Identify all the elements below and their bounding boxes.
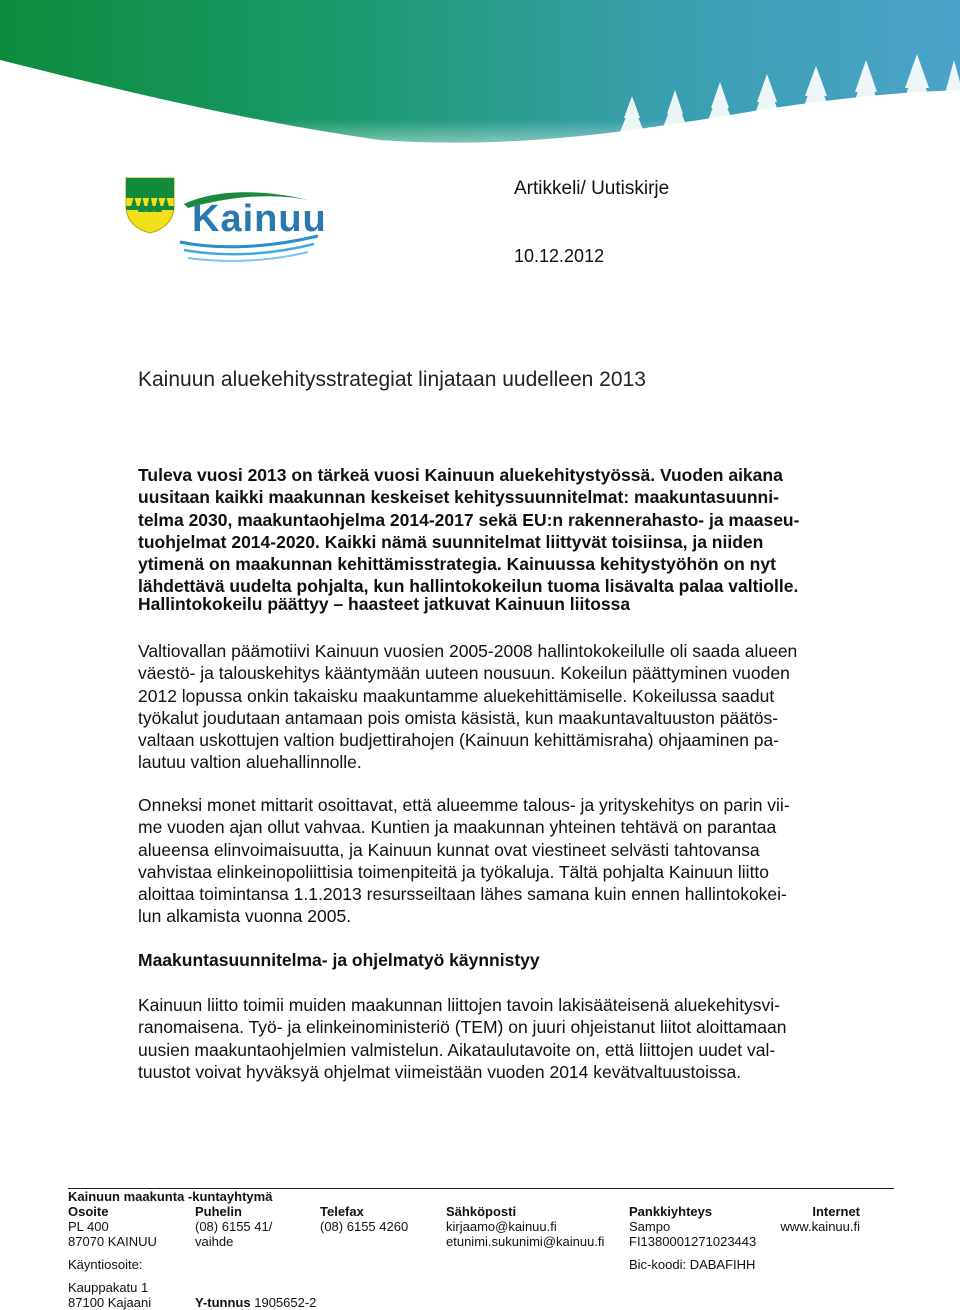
- body-line: työkalut joudutaan antamaan pois omista käsistä, kun maakuntavaltuuston päätös-: [138, 707, 779, 728]
- footer-bank: [629, 1204, 756, 1272]
- footer-address-heading: Osoite: [68, 1204, 109, 1219]
- article-title: Kainuun aluekehitysstrategiat linjataan uudelleen 2013: [138, 368, 646, 391]
- footer-address-line: PL 400: [68, 1219, 109, 1234]
- footer-email-link[interactable]: kirjaamo@kainuu.fi: [446, 1219, 557, 1234]
- footer-email-heading: Sähköposti: [446, 1204, 517, 1219]
- footer-bank-line: FI1380001271023443: [629, 1234, 757, 1249]
- footer-phone-heading: Puhelin: [195, 1204, 242, 1219]
- body-line: aloittaa toimintansa 1.1.2013 resursseiltaan lähes samana kuin ennen hallintokokei-: [138, 884, 787, 905]
- body-line: Onneksi monet mittarit osoittavat, että alueemme talous- ja yrityskehitys on parin vii-: [138, 795, 790, 815]
- body-line: lun alkamista vuonna 2005.: [138, 906, 352, 927]
- coat-of-arms-icon: [124, 176, 176, 234]
- body-line: ranomaisena. Työ- ja elinkeinoministeriö (TEM) on juuri ohjeistanut liitot aloittamaan: [138, 1017, 787, 1038]
- body-line: 2012 lopussa onkin takaisku maakuntamme aluekehittämiselle. Kokeilussa saadut: [138, 685, 775, 706]
- lead-line: lähdettävä uudelta pohjalta, kun hallintokokeilun tuoma lisävalta palaa valtiolle.: [138, 576, 799, 597]
- document-type: Artikkeli/ Uutiskirje: [514, 178, 670, 199]
- footer-bank-heading: Pankkiyhteys: [629, 1204, 713, 1219]
- body-line: lautuu valtion aluehallinnolle.: [138, 752, 362, 773]
- lead-paragraph: [138, 464, 838, 598]
- footer-address: [68, 1204, 157, 1310]
- body-line: Kainuun liitto toimii muiden maakunnan liittojen tavoin lakisääteisenä aluekehitysvi-: [138, 995, 781, 1015]
- section-heading: Hallintokokeilu päättyy – haasteet jatkuvat Kainuun liitossa: [138, 594, 631, 614]
- lead-line: tuohjelmat 2014-2020. Kaikki nämä suunnitelmat liittyvät toisiinsa, ja niiden: [138, 531, 764, 552]
- body-line: alueensa elinvoimaisuutta, ja Kainuun kunnat ovat viestineet selvästi tahtovansa: [138, 839, 760, 860]
- body-line: väestö- ja talouskehitys kääntymään uuteen nousuun. Kokeilun päättyminen vuoden: [138, 663, 790, 684]
- footer-visit-line: Kauppakatu 1: [68, 1280, 149, 1295]
- footer-fax: [320, 1204, 408, 1234]
- body-paragraph: [138, 794, 838, 928]
- lead-line: Tuleva vuosi 2013 on tärkeä vuosi Kainuun aluekehitystyössä. Vuoden aikana: [138, 465, 783, 485]
- footer-visit-line: 87100 Kajaani: [68, 1295, 152, 1310]
- footer-business-id: [195, 1295, 316, 1310]
- footer-internet: [780, 1204, 860, 1234]
- body-paragraph: [138, 994, 838, 1083]
- logo-wordmark: Kainuu: [192, 198, 327, 240]
- header-banner: [0, 0, 960, 175]
- footer-phone-line: vaihde: [195, 1234, 234, 1249]
- footer-phone-line: (08) 6155 41/: [195, 1219, 273, 1234]
- footer-internet-heading: Internet: [812, 1204, 860, 1219]
- body-line: vahvistaa elinkeinopoliittisia toimenpiteitä ja työkaluja. Tältä pohjalta Kainuun liitto: [138, 861, 770, 882]
- footer-bic: Bic-koodi: DABAFIHH: [629, 1257, 756, 1272]
- footer-fax-line: (08) 6155 4260: [320, 1219, 409, 1234]
- footer-fax-heading: Telefax: [320, 1204, 364, 1219]
- footer-bank-line: Sampo: [629, 1219, 671, 1234]
- footer-business-id-label: Y-tunnus: [195, 1295, 251, 1310]
- body-line: Valtiovallan päämotiivi Kainuun vuosien 2005-2008 hallintokokeilulle oli saada alueen: [138, 641, 798, 661]
- footer-phone: [195, 1204, 316, 1310]
- footer-address-line: 87070 KAINUU: [68, 1234, 157, 1249]
- footer-org-name: Kainuun maakunta -kuntayhtymä: [68, 1189, 273, 1204]
- body-line: me vuoden ajan ollut vahvaa. Kuntien ja maakunnan yhteinen tehtävä on parantaa: [138, 817, 777, 838]
- footer-business-id-value: 1905652-2: [254, 1295, 317, 1310]
- body-paragraph: [138, 640, 838, 774]
- lead-line: telma 2030, maakuntaohjelma 2014-2017 sekä EU:n rakennerahasto- ja maaseu-: [138, 509, 800, 530]
- document-date: 10.12.2012: [514, 246, 605, 266]
- footer-website-link[interactable]: www.kainuu.fi: [780, 1219, 860, 1234]
- section-heading: Maakuntasuunnitelma- ja ohjelmatyö käynnistyy: [138, 950, 540, 970]
- body-line: valtaan uskottujen valtion budjettirahojen (Kainuun kehittämisraha) ohjaaminen pa-: [138, 730, 780, 751]
- body-line: tuustot voivat hyväksyä ohjelmat viimeistään vuoden 2014 kevätvaltuustoissa.: [138, 1061, 742, 1082]
- kainuu-logo: [178, 190, 328, 270]
- lead-line: ytimenä on maakunnan kehittämisstrategia. Kainuussa kehitystyöhön on nyt: [138, 554, 776, 575]
- footer-visit-label: Käyntiosoite:: [68, 1257, 143, 1272]
- body-line: uusien maakuntaohjelmien valmistelun. Aikataulutavoite on, että liittojen uudet val-: [138, 1039, 776, 1060]
- lead-line: uusitaan kaikki maakunnan keskeiset kehityssuunnitelmat: maakuntasuunni-: [138, 487, 779, 508]
- footer-email: [446, 1204, 604, 1249]
- footer-email-link[interactable]: etunimi.sukunimi@kainuu.fi: [446, 1234, 605, 1249]
